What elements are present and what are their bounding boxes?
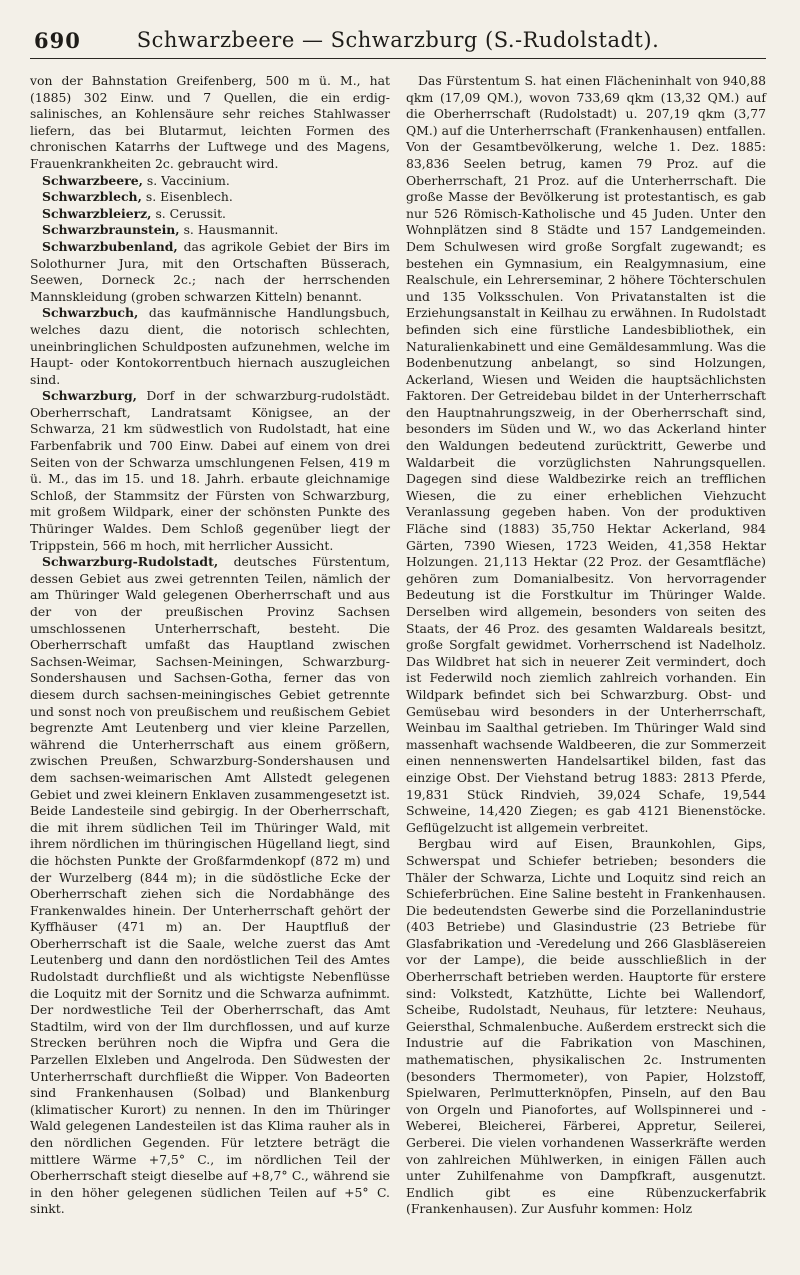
- dictionary-entry: [30, 189, 390, 206]
- left-column: [30, 73, 390, 1218]
- dictionary-entry: [30, 206, 390, 223]
- page-header: [30, 28, 766, 59]
- dictionary-entry: [30, 388, 390, 554]
- entry-headword: Schwarzbubenland,: [42, 238, 178, 254]
- entry-text: s. Hausmannit.: [183, 222, 279, 238]
- entry-headword: Schwarzbeere,: [42, 172, 143, 188]
- dictionary-entry: [30, 173, 390, 190]
- running-title: Schwarzbeere — Schwarzburg (S.-Rudolstadt).: [136, 28, 660, 52]
- article-paragraph: Bergbau wird auf Eisen, Braunkohlen, Gips, Schwerspat und Schiefer betrieben; besonders die Thäler der Schwarza, Lichte und Loquitz sind reich an Schieferbrüchen. Eine Saline besteht in Frankenhausen. Die bedeutendsten Gewerbe sind die Porzellanindustrie (403 Betriebe) und Glasindustrie (23 Betriebe für Glasfabrikation und -Veredelung und 266 Glasbläsereien vor der Lampe), die beide ausschließlich in der Oberherrschaft betrieben werden. Hauptorte für erstere sind: Volkstedt, Katzhütte, Lichte bei Wallendorf, Scheibe, Rudolstadt, Neuhaus, für letztere: Neuhaus, Geiersthal, Schmalenbuche. Außerdem erstreckt sich die Industrie auf die Fabrikation von Maschinen, mathematischen, physikalischen 2c. Instrumenten (besonders Thermometer), von Papier, Holzstoff, Spielwaren, Perlmutterknöpfen, Pinseln, auf den Bau von Orgeln und Pianofortes, auf Wollspinnerei und -Weberei, Bleicherei, Färberei, Appretur, Seilerei, Gerberei. Die vielen vorhandenen Wasserkräfte werden von zahlreichen Mühlwerken, in einigen Fällen auch unter Zuhilfenahme von Dampfkraft, ausgenutzt. Endlich gibt es eine Rübenzuckerfabrik (Frankenhausen). Zur Ausfuhr kommen: Holz: [406, 836, 766, 1217]
- text-columns: [30, 73, 766, 1218]
- entry-headword: Schwarzbuch,: [42, 305, 139, 321]
- entry-text: das kaufmännische Handlungsbuch, welches dazu dient, die notorisch schlechten, uneinbringlichen Schuldposten aufzunehmen, welche im Haupt- oder Kontokorrentbuch hiernach auszugleichen sind.: [30, 305, 390, 387]
- entry-text: deutsches Fürstentum, dessen Gebiet aus zwei getrennten Teilen, nämlich der am Thüringer Wald gelegenen Oberherrschaft und aus der von der preußischen Provinz Sachsen umschlossenen Unterherrschaft, besteht. Die Oberherrschaft umfaßt das Hauptland zwischen Sachsen-Weimar, Sachsen-Meiningen, Schwarzburg-Sondershausen und Sachsen-Gotha, ferner das von diesem durch sachsen-meiningisches Gebiet getrennte und sonst noch von preußischem und reußischem Gebiet begrenzte Amt Leutenberg und vier kleine Parzellen, während die Unterherrschaft aus einem größern, zwischen Preußen, Schwarzburg-Sondershausen und dem sachsen-weimarischen Amt Allstedt gelegenen Gebiet und zwei kleinern Enklaven zusammengesetzt ist. Beide Landesteile sind gebirgig. In der Oberherrschaft, die mit ihrem südlichen Teil im Thüringer Wald, mit ihrem nördlichen im thüringischen Hügelland liegt, sind die höchsten Punkte der Großfarmdenkopf (872 m) und der Wurzelberg (844 m); in die südöstliche Ecke der Oberherrschaft ziehen sich die Nordabhänge des Frankenwaldes hinein. Der Unterherrschaft gehört der Kyffhäuser (471 m) an. Der Hauptfluß der Oberherrschaft ist die Saale, welche zuerst das Amt Leutenberg und dann den nordöstlichen Teil des Amtes Rudolstadt durchfließt und als wichtigste Nebenflüsse die Loquitz mit der Sornitz und die Schwarza aufnimmt. Der nordwestliche Teil der Oberherrschaft, das Amt Stadtilm, wird von der Ilm durchflossen, und auf kurze Strecken berühren noch die Wipfra und Gera die Parzellen Elxleben und Angelroda. Den Südwesten der Unterherrschaft durchfließt die Wipper. Von Badeorten sind Frankenhausen (Solbad) und Blankenburg (klimatischer Kurort) zu nennen. In den im Thüringer Wald gelegenen Landesteilen ist das Klima rauher als in den nördlichen Gegenden. Für letztere beträgt die mittlere Wärme +7,5° C., im nördlichen Teil der Oberherrschaft steigt dieselbe auf +8,7° C., während sie in den höher gelegenen südlichen Teilen auf +5° C. sinkt.: [30, 554, 390, 1217]
- entry-text: Dorf in der schwarzburg-rudolstädt. Oberherrschaft, Landratsamt Königsee, an der Schwarza, 21 km südwestlich von Rudolstadt, hat eine Farbenfabrik und 700 Einw. Dabei auf einem von drei Seiten von der Schwarza umschlungenen Felsen, 419 m ü. M., das im 15. und 18. Jahrh. erbaute gleichnamige Schloß, der Stammsitz der Fürsten von Schwarzburg, mit großem Wildpark, einer der schönsten Punkte des Thüringer Waldes. Dem Schloß gegenüber liegt der Trippstein, 566 m hoch, mit herrlicher Aussicht.: [30, 388, 390, 553]
- dictionary-entry: [30, 222, 390, 239]
- entry-text: von der Bahnstation Greifenberg, 500 m ü. M., hat (1885) 302 Einw. und 7 Quellen, die ein erdig-salinisches, an Kohlensäure sehr reiches Stahlwasser liefern, das bei Blutarmut, leichten Formen des chronischen Katarrhs der Luftwege und des Magens, Frauenkrankheiten 2c. gebraucht wird.: [30, 73, 390, 171]
- entry-text: das agrikole Gebiet der Birs im Solothurner Jura, mit den Ortschaften Büsserach, Seewen, Dorneck 2c.; nach der herrschenden Mannskleidung (groben schwarzen Kitteln) benannt.: [30, 238, 390, 304]
- dictionary-entry: [30, 554, 390, 1218]
- entry-text: s. Cerussit.: [155, 205, 226, 221]
- entry-headword: Schwarzburg,: [42, 388, 137, 404]
- right-column: [406, 73, 766, 1218]
- entry-text: s. Eisenblech.: [145, 189, 233, 205]
- entry-headword: Schwarzbraunstein,: [42, 222, 180, 238]
- entry-text: s. Vaccinium.: [146, 172, 230, 188]
- entry-headword: Schwarzburg-Rudolstadt,: [42, 554, 219, 570]
- page-number: 690: [34, 28, 81, 53]
- entry-headword: Schwarzbleierz,: [42, 205, 152, 221]
- entry-headword: Schwarzblech,: [42, 189, 142, 205]
- article-paragraph: Das Fürstentum S. hat einen Flächeninhalt von 940,88 qkm (17,09 QM.), wovon 733,69 qkm (13,32 QM.) auf die Oberherrschaft (Rudolstadt) u. 207,19 qkm (3,77 QM.) auf die Unterherrschaft (Frankenhausen) entfallen. Von der Gesamtbevölkerung, welche 1. Dez. 1885: 83,836 Seelen betrug, kamen 79 Proz. auf die Oberherrschaft, 21 Proz. auf die Unterherrschaft. Die große Masse der Bevölkerung ist protestantisch, es gab nur 526 Römisch-Katholische und 45 Juden. Unter den Wohnplätzen sind 8 Städte und 157 Landgemeinden. Dem Schulwesen wird große Sorgfalt zugewandt; es bestehen ein Gymnasium, ein Realgymnasium, eine Realschule, ein Lehrerseminar, 2 höhere Töchterschulen und 135 Volksschulen. Von Privatanstalten ist die Erziehungsanstalt in Keilhau zu erwähnen. In Rudolstadt befinden sich eine fürstliche Landesbibliothek, ein Naturalienkabinett und eine Gemäldesammlung. Was die Bodenbenutzung anbelangt, so sind Holzungen, Ackerland, Wiesen und Weiden die hauptsächlichsten Faktoren. Der Getreidebau bildet in der Unterherrschaft den Hauptnahrungszweig, in der Oberherrschaft sind, besonders im Süden und W., wo das Ackerland hinter den Waldungen bedeutend zurücktritt, Gewerbe und Waldarbeit die vorzüglichsten Nahrungsquellen. Dagegen sind diese Waldbezirke reich an trefflichen Wiesen, die zu einer erheblichen Viehzucht Veranlassung gegeben haben. Von der produktiven Fläche sind (1883) 35,750 Hektar Ackerland, 984 Gärten, 7390 Wiesen, 1723 Weiden, 41,358 Hektar Holzungen. 21,113 Hektar (22 Proz. der Gesamtfläche) gehören zum Domanialbesitz. Von hervorragender Bedeutung ist die Forstkultur im Thüringer Walde. Derselben wird allgemein, besonders von seiten des Staats, der 46 Proz. des gesamten Waldareals besitzt, große Sorgfalt gewidmet. Vorherrschend ist Nadelholz. Das Wildbret hat sich in neuerer Zeit vermindert, doch ist Federwild noch ziemlich zahlreich vorhanden. Ein Wildpark befindet sich bei Schwarzburg. Obst- und Gemüsebau wird besonders in der Unterherrschaft, Weinbau im Saalthal getrieben. Im Thüringer Wald sind massenhaft wachsende Waldbeeren, die zur Sommerzeit einen nennenswerten Handelsartikel bilden, fast das einzige Obst. Der Viehstand betrug 1883: 2813 Pferde, 19,831 Stück Rindvieh, 39,024 Schafe, 19,544 Schweine, 14,420 Ziegen; es gab 4121 Bienenstöcke. Geflügelzucht ist allgemein verbreitet.: [406, 73, 766, 835]
- dictionary-entry: [30, 239, 390, 305]
- dictionary-entry: [30, 305, 390, 388]
- entry-continuation: [30, 73, 390, 173]
